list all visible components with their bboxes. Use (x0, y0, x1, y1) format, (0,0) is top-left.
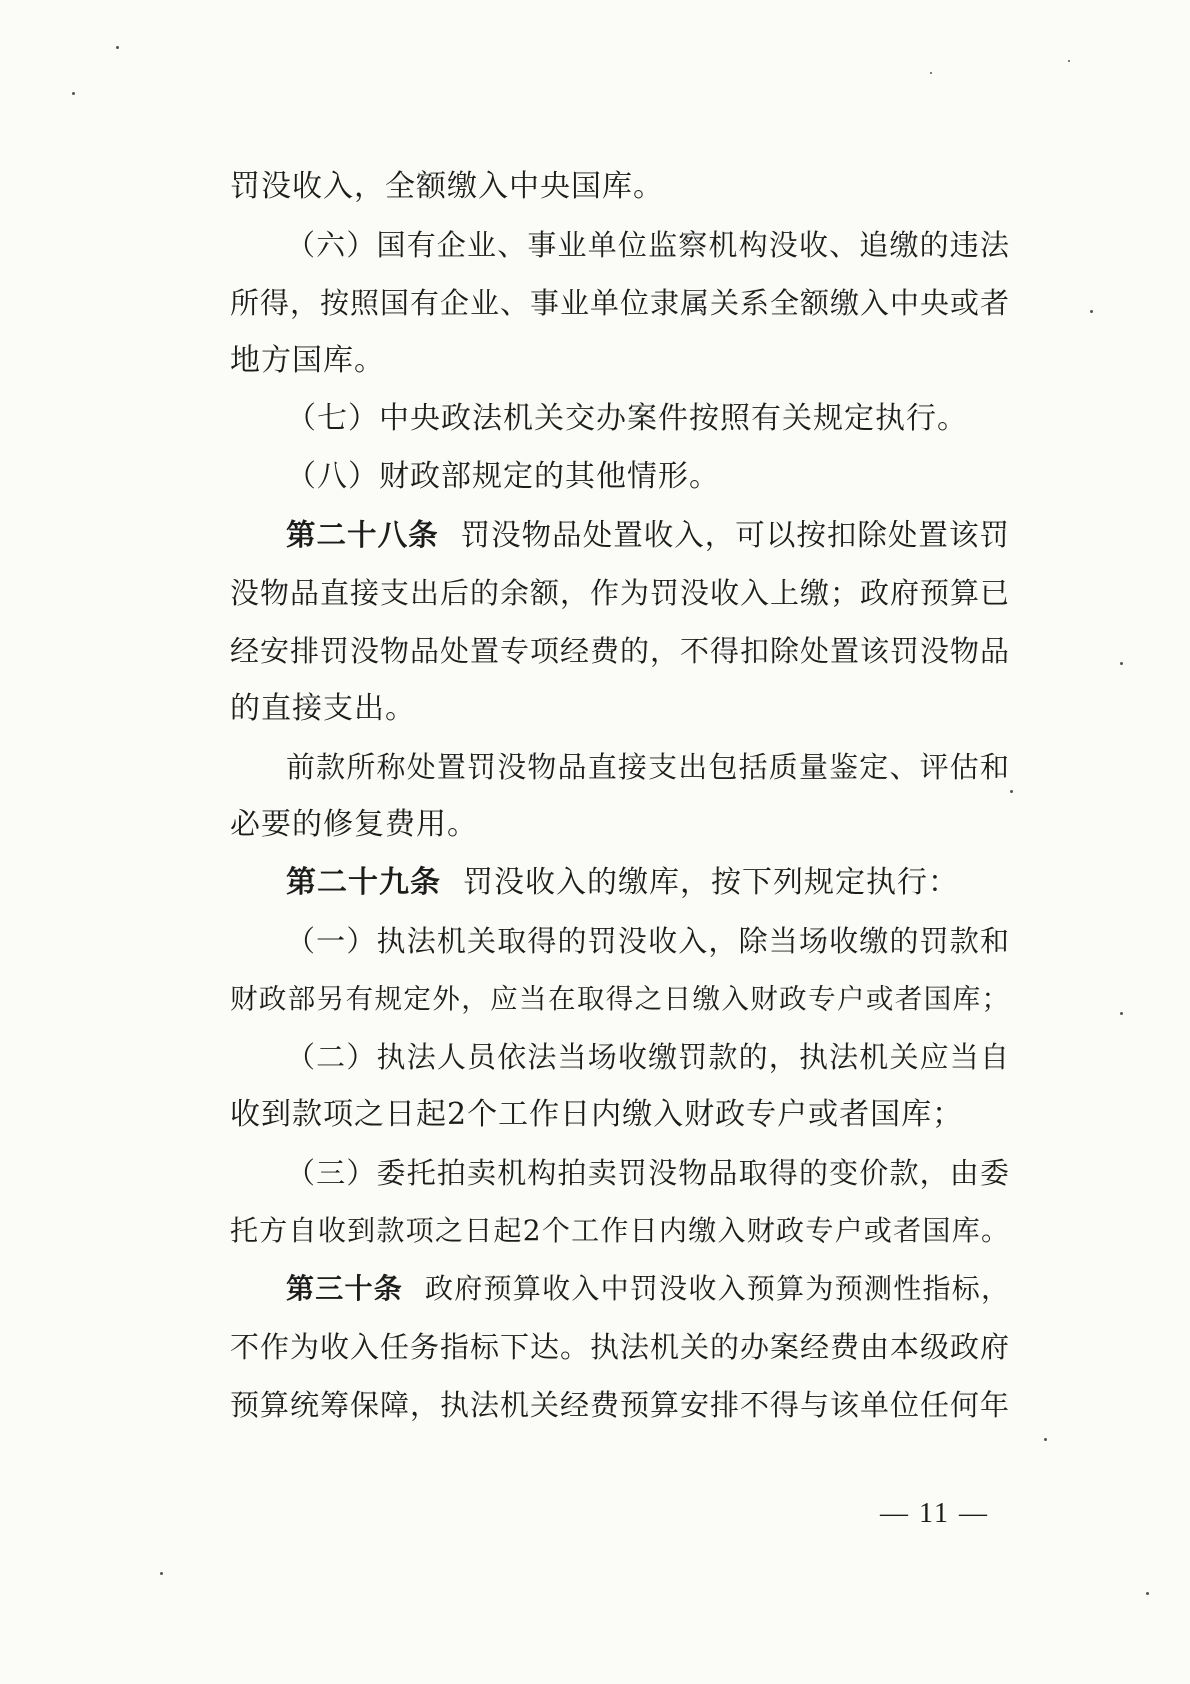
article-label: 第三十条 (286, 1272, 404, 1305)
text-line (230, 796, 1010, 854)
article-label: 第二十八条 (286, 517, 439, 552)
scan-speck (1146, 1592, 1149, 1595)
line-text: 政府预算收入中罚没收入预算为预测性指标， (425, 1272, 1010, 1305)
text-line (230, 738, 1010, 796)
line-text: 的直接支出。 (230, 691, 416, 726)
text-line (230, 158, 1010, 216)
scan-speck (116, 46, 119, 49)
text-line (230, 390, 1010, 448)
text-line (230, 1260, 1010, 1318)
scan-speck (1068, 60, 1070, 62)
line-text: （三）委托拍卖机构拍卖罚没物品取得的变价款，由委 (286, 1156, 1010, 1190)
text-line (230, 1086, 1010, 1144)
scan-speck (160, 1572, 163, 1575)
line-text: 必要的修复费用。 (230, 807, 478, 842)
text-line (230, 564, 1010, 622)
text-line (230, 854, 1010, 912)
scan-speck (1044, 1438, 1047, 1441)
scan-speck (1120, 1012, 1123, 1015)
text-line (230, 216, 1010, 274)
line-text: （六）国有企业、事业单位监察机构没收、追缴的违法 (286, 228, 1010, 262)
text-line (230, 1028, 1010, 1086)
text-line (230, 1202, 1010, 1260)
line-text: （七）中央政法机关交办案件按照有关规定执行。 (286, 401, 968, 436)
line-text: 财政部另有规定外，应当在取得之日缴入财政专户或者国库； (230, 983, 1010, 1015)
text-line (230, 680, 1010, 738)
scan-speck (1010, 790, 1013, 793)
text-line (230, 970, 1010, 1028)
line-text: 罚没收入，全额缴入中央国库。 (230, 169, 664, 204)
text-line (230, 448, 1010, 506)
line-text: 所得，按照国有企业、事业单位隶属关系全额缴入中央或者 (230, 286, 1011, 320)
text-line (230, 332, 1010, 390)
page-number: — 11 — (880, 1498, 989, 1529)
text-line (230, 1376, 1010, 1434)
text-line (230, 274, 1010, 332)
line-text: （一）执法机关取得的罚没收入，除当场收缴的罚款和 (286, 924, 1010, 958)
line-text: （二）执法人员依法当场收缴罚款的，执法机关应当自 (286, 1040, 1010, 1074)
line-text: 罚没收入的缴库，按下列规定执行： (463, 865, 959, 900)
scan-speck (1120, 662, 1123, 665)
text-line (230, 912, 1010, 970)
article-label: 第二十九条 (286, 865, 441, 900)
scan-speck (930, 72, 932, 74)
line-text: 预算统筹保障，执法机关经费预算安排不得与该单位任何年 (230, 1388, 1011, 1422)
text-line (230, 622, 1010, 680)
line-text: 罚没物品处置收入，可以按扣除处置该罚 (460, 518, 1010, 552)
text-line (230, 1318, 1010, 1376)
line-text: 收到款项之日起2个工作日内缴入财政专户或者国库； (230, 1097, 964, 1132)
body-text (230, 158, 1010, 1434)
scan-speck (1090, 310, 1093, 313)
line-text: 地方国库。 (230, 343, 385, 378)
line-text: 经安排罚没物品处置专项经费的，不得扣除处置该罚没物品 (230, 634, 1011, 668)
text-line (230, 506, 1010, 564)
line-text: 不作为收入任务指标下达。执法机关的办案经费由本级政府 (230, 1330, 1011, 1364)
line-text: 托方自收到款项之日起2个工作日内缴入财政专户或者国库。 (230, 1214, 1010, 1247)
line-text: （八）财政部规定的其他情形。 (286, 459, 720, 494)
text-line (230, 1144, 1010, 1202)
line-text: 前款所称处置罚没物品直接支出包括质量鉴定、评估和 (286, 750, 1010, 784)
scan-speck (72, 92, 75, 95)
line-text: 没物品直接支出后的余额，作为罚没收入上缴；政府预算已 (230, 576, 1011, 610)
